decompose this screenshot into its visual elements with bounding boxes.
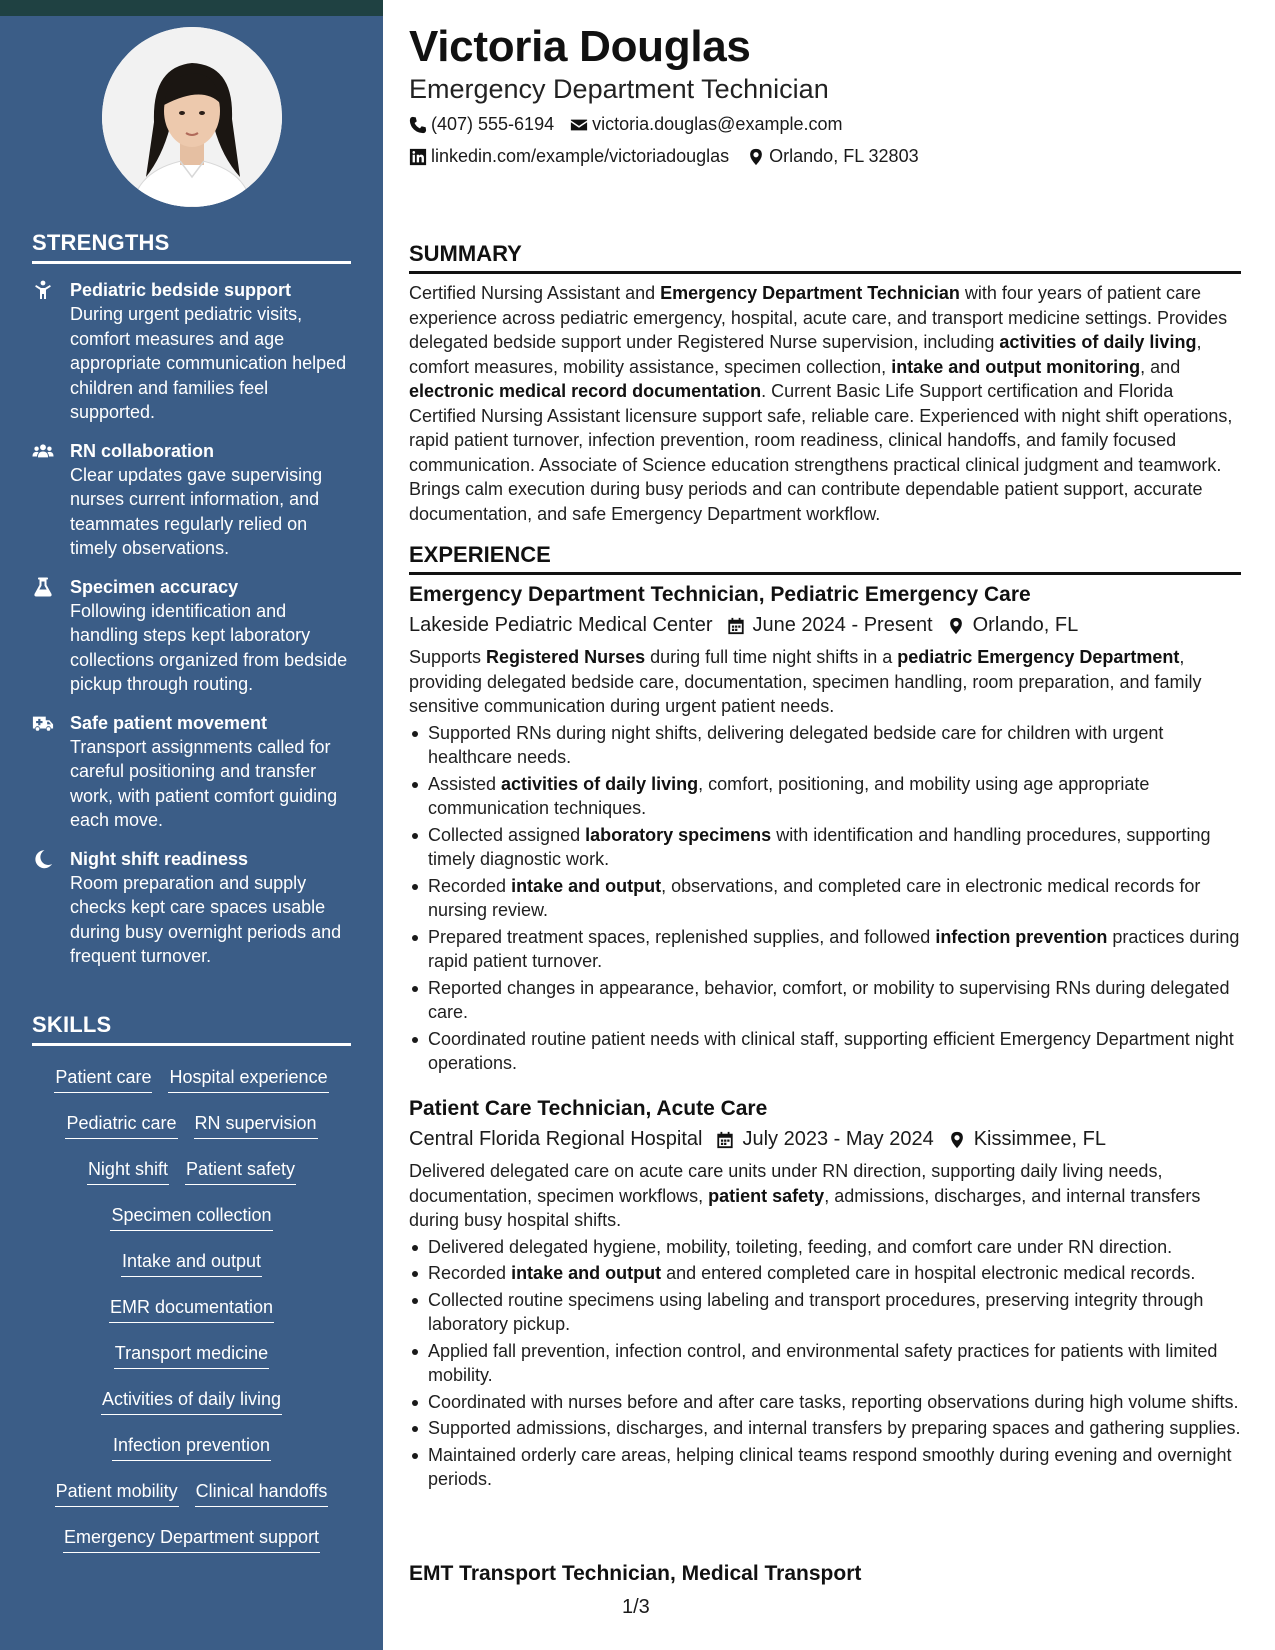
summary-heading: SUMMARY	[409, 241, 1241, 274]
job-summary: Supports Registered Nurses during full time night shifts in a pediatric Emergency Department, providing delegated bedside care, documentation, specimen handling, room preparation, and family sensitive communication during urgent patient needs.	[409, 647, 1202, 716]
profile-photo-icon	[102, 27, 282, 207]
skill-tag: Infection prevention	[112, 1433, 271, 1461]
job-bullets	[409, 1235, 1241, 1492]
skill-tag: Patient care	[54, 1065, 152, 1093]
calendar-icon	[727, 617, 745, 635]
skill-tag: Pediatric care	[65, 1111, 177, 1139]
strengths-heading: STRENGTHS	[32, 230, 351, 264]
strength-item	[32, 847, 351, 969]
job-summary: Delivered delegated care on acute care units under RN direction, supporting daily living needs, documentation, specimen workflows, patient safety, admissions, discharges, and internal transfers during busy hospital shifts.	[409, 1161, 1201, 1230]
moon-icon	[32, 847, 70, 969]
email-link[interactable]: victoria.douglas@example.com	[592, 114, 843, 134]
calendar-icon	[716, 1131, 734, 1149]
summary-paragraph: Certified Nursing Assistant and Emergency Department Technician with four years of patient care experience across pediatric emergency, hospital, acute care, and transport medicine settings. Provides delegated bedside support under Registered Nurse supervision, including activities of daily living, comfort measures, mobility assistance, specimen collection, intake and output monitoring, and electronic medical record documentation. Current Basic Life Support certification and Florida Certified Nursing Assistant licensure support safe, reliable care. Experienced with night shift operations, rapid patient turnover, infection prevention, room readiness, clinical handoffs, and family focused communication. Associate of Science education strengthens practical clinical judgment and teamwork. Brings calm execution during busy periods and can contribute dependable patient support, accurate documentation, and safe Emergency Department workflow.	[409, 283, 1233, 524]
strength-title: Night shift readiness	[70, 848, 249, 869]
skill-tag: Patient safety	[185, 1157, 296, 1185]
bullet-item: Supported admissions, discharges, and internal transfers by preparing spaces and gathering supplies.	[409, 1416, 1241, 1441]
job-location: Orlando, FL	[972, 614, 1079, 636]
avatar	[102, 27, 282, 207]
strength-description: Transport assignments called for careful positioning and transfer work, with patient comfort guiding each move.	[70, 736, 338, 830]
bullet-item: Coordinated routine patient needs with clinical staff, supporting efficient Emergency Department night operations.	[409, 1027, 1241, 1076]
job-title: Patient Care Technician, Acute Care	[409, 1097, 768, 1120]
strength-item	[32, 278, 351, 425]
bullet-item: Prepared treatment spaces, replenished supplies, and followed infection prevention practices during rapid patient turnover.	[409, 925, 1241, 974]
strength-item	[32, 439, 351, 561]
job-dates: July 2023 - May 2024	[742, 1128, 934, 1150]
location-contact	[747, 146, 918, 167]
map-pin-icon	[948, 1131, 966, 1149]
map-pin-icon	[747, 148, 765, 166]
skill-tag: Emergency Department support	[63, 1525, 320, 1553]
job-entry	[409, 1562, 1241, 1586]
strength-item	[32, 575, 351, 697]
sidebar	[0, 0, 383, 1650]
email-contact[interactable]	[570, 114, 842, 135]
skill-tag: Specimen collection	[110, 1203, 272, 1231]
skill-tag: Patient mobility	[55, 1479, 179, 1507]
users-icon	[32, 439, 70, 561]
bullet-item: Reported changes in appearance, behavior, comfort, or mobility to supervising RNs during delegated care.	[409, 976, 1241, 1025]
strength-title: Safe patient movement	[70, 712, 268, 733]
bullet-item: Collected routine specimens using labeling and transport procedures, preserving integrity through laboratory pickup.	[409, 1288, 1241, 1337]
ambulance-icon	[32, 711, 70, 833]
candidate-name: Victoria Douglas	[409, 22, 751, 71]
skill-tag: Intake and output	[121, 1249, 262, 1277]
sidebar-top-bar	[0, 0, 383, 16]
linkedin-contact[interactable]	[409, 146, 729, 167]
location-text: Orlando, FL 32803	[769, 146, 919, 166]
bullet-item: Recorded intake and output, observations, and completed care in electronic medical records for nursing review.	[409, 874, 1241, 923]
job-entry	[409, 1097, 1241, 1494]
strength-description: Room preparation and supply checks kept care spaces usable during busy overnight periods and frequent turnover.	[70, 872, 342, 966]
envelope-icon	[570, 116, 588, 134]
strength-description: Clear updates gave supervising nurses current information, and teammates regularly relied on timely observations.	[70, 464, 323, 558]
skill-tag: RN supervision	[194, 1111, 318, 1139]
map-pin-icon	[947, 617, 965, 635]
skill-tag: Transport medicine	[114, 1341, 269, 1369]
bullet-item: Supported RNs during night shifts, delivering delegated bedside care for children with urgent healthcare needs.	[409, 721, 1241, 770]
bullet-item: Maintained orderly care areas, helping clinical teams respond smoothly during evening and overnight periods.	[409, 1443, 1241, 1492]
page-number: 1/3	[622, 1596, 650, 1618]
phone-icon	[409, 116, 427, 134]
flask-icon	[32, 575, 70, 697]
contact-row	[409, 114, 858, 135]
job-entry	[409, 583, 1241, 1078]
skill-tag: Activities of daily living	[101, 1387, 282, 1415]
bullet-item: Collected assigned laboratory specimens with identification and handling procedures, supporting timely diagnostic work.	[409, 823, 1241, 872]
strength-title: RN collaboration	[70, 440, 215, 461]
skills-heading: SKILLS	[32, 1012, 351, 1046]
strength-description: During urgent pediatric visits, comfort measures and age appropriate communication helped children and families feel supported.	[70, 304, 347, 422]
skill-tag: Night shift	[87, 1157, 169, 1185]
job-meta	[409, 1128, 1241, 1151]
linkedin-link[interactable]: linkedin.com/example/victoriadouglas	[431, 146, 730, 166]
strength-description: Following identification and handling steps kept laboratory collections organized from bedside pickup through routing.	[70, 600, 348, 694]
employer-name: Lakeside Pediatric Medical Center	[409, 614, 713, 636]
strengths-section	[32, 230, 351, 969]
job-bullets	[409, 721, 1241, 1076]
employer-name: Central Florida Regional Hospital	[409, 1128, 703, 1150]
experience-heading: EXPERIENCE	[409, 542, 1241, 575]
bullet-item: Applied fall prevention, infection control, and environmental safety practices for patients with limited mobility.	[409, 1339, 1241, 1388]
bullet-item: Delivered delegated hygiene, mobility, toileting, feeding, and comfort care under RN direction.	[409, 1235, 1241, 1260]
child-icon	[32, 278, 70, 425]
candidate-title: Emergency Department Technician	[409, 74, 829, 104]
phone-text: (407) 555-6194	[431, 114, 555, 134]
job-meta	[409, 614, 1241, 637]
bullet-item: Assisted activities of daily living, comfort, positioning, and mobility using age appropriate communication techniques.	[409, 772, 1241, 821]
skill-tag: EMR documentation	[109, 1295, 274, 1323]
contact-row-secondary	[409, 146, 935, 167]
skill-tag: Hospital experience	[168, 1065, 328, 1093]
job-location: Kissimmee, FL	[973, 1128, 1106, 1150]
linkedin-icon	[409, 148, 427, 166]
job-dates: June 2024 - Present	[752, 614, 933, 636]
strength-title: Pediatric bedside support	[70, 280, 292, 300]
skills-list	[32, 1058, 351, 1564]
skills-section	[32, 1012, 351, 1564]
strength-item	[32, 711, 351, 833]
phone-contact	[409, 114, 554, 135]
strength-title: Specimen accuracy	[70, 576, 239, 597]
bullet-item: Coordinated with nurses before and after care tasks, reporting observations during high volume shifts.	[409, 1390, 1241, 1415]
job-title: EMT Transport Technician, Medical Transport	[409, 1562, 862, 1585]
skill-tag: Clinical handoffs	[195, 1479, 329, 1507]
job-title: Emergency Department Technician, Pediatric Emergency Care	[409, 583, 1031, 606]
bullet-item: Recorded intake and output and entered completed care in hospital electronic medical records.	[409, 1261, 1241, 1286]
